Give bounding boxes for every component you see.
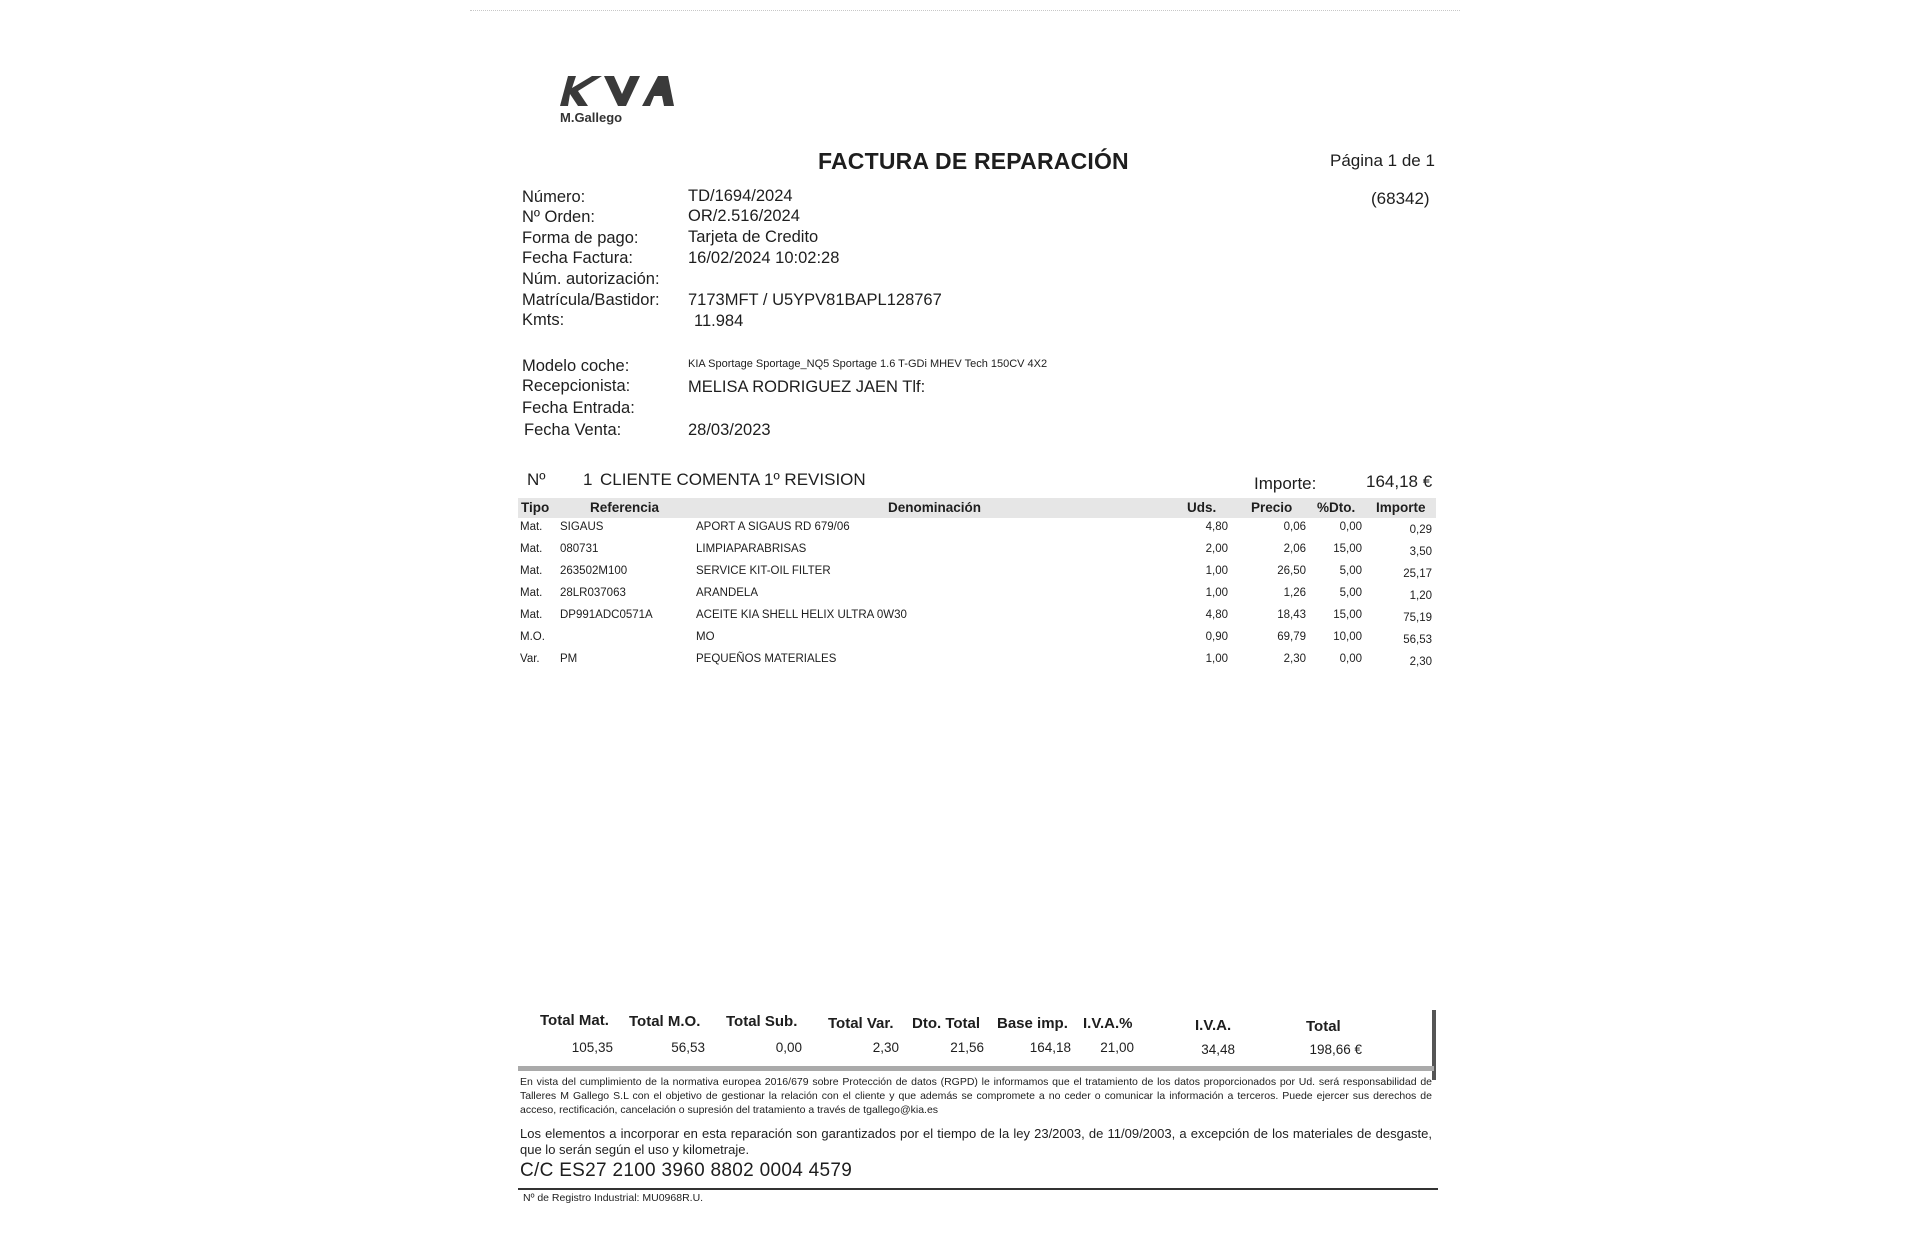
orden-label: Nº Orden: — [522, 208, 595, 226]
numero-label: Número: — [522, 188, 586, 206]
cell-dto: 5,00 — [1339, 587, 1362, 599]
total-value: 21,56 — [950, 1040, 984, 1055]
kmts-value: 11.984 — [694, 312, 744, 330]
cell-tipo: Mat. — [520, 587, 543, 599]
fecha-value: 16/02/2024 10:02:28 — [688, 249, 840, 267]
cell-uds: 1,00 — [1205, 565, 1228, 577]
cell-dto: 15,00 — [1333, 609, 1362, 621]
total-value: 0,00 — [775, 1040, 802, 1055]
cell-dto: 5,00 — [1339, 565, 1362, 577]
cell-tipo: Mat. — [520, 543, 543, 555]
total-label: I.V.A.% — [1083, 1015, 1133, 1032]
cell-importe: 2,30 — [1409, 656, 1432, 668]
kmts-label: Kmts: — [522, 311, 565, 329]
cell-uds: 1,00 — [1205, 587, 1228, 599]
client-code: (68342) — [1371, 189, 1430, 208]
cell-tipo: M.O. — [520, 631, 545, 643]
total-label: Total Var. — [828, 1015, 894, 1032]
cell-importe: 0,29 — [1409, 524, 1432, 536]
cell-referencia: 28LR037063 — [560, 587, 626, 599]
venta-value: 28/03/2023 — [688, 421, 771, 439]
cell-precio: 1,26 — [1283, 587, 1306, 599]
cell-precio: 0,06 — [1283, 521, 1306, 533]
total-label: I.V.A. — [1195, 1017, 1232, 1034]
cell-referencia: SIGAUS — [560, 521, 604, 533]
cell-tipo: Mat. — [520, 521, 543, 533]
cell-tipo: Var. — [520, 653, 540, 665]
total-value: 198,66 € — [1309, 1042, 1362, 1057]
cell-uds: 2,00 — [1205, 543, 1228, 555]
total-value: 56,53 — [671, 1040, 705, 1055]
cell-denominacion: LIMPIAPARABRISAS — [696, 543, 807, 555]
cell-precio: 2,06 — [1283, 543, 1306, 555]
total-value: 164,18 — [1029, 1040, 1071, 1055]
th-tipo: Tipo — [521, 500, 550, 515]
dealer-name: M.Gallego — [560, 110, 623, 125]
cell-uds: 4,80 — [1205, 609, 1228, 621]
th-denominacion: Denominación — [888, 500, 982, 515]
warranty-notice: Los elementos a incorporar en esta reparación son garantizados por el tiempo de la ley 23/2003, de 11/09/2003, a excepción de los materiales de desgaste, que lo serán según el uso y kilometraje. — [520, 1126, 1432, 1157]
line-importe-value: 164,18 € — [1366, 472, 1433, 491]
total-label: Base imp. — [997, 1015, 1068, 1032]
cell-dto: 10,00 — [1333, 631, 1362, 643]
total-label: Dto. Total — [912, 1015, 981, 1032]
cell-precio: 18,43 — [1277, 609, 1306, 621]
cell-denominacion: SERVICE KIT-OIL FILTER — [696, 565, 831, 577]
recepcionista-label: Recepcionista: — [522, 377, 631, 395]
total-value: 105,35 — [571, 1040, 613, 1055]
matricula-label: Matrícula/Bastidor: — [522, 291, 660, 309]
total-value: 21,00 — [1100, 1040, 1134, 1055]
cell-denominacion: ACEITE KIA SHELL HELIX ULTRA 0W30 — [696, 609, 907, 621]
cell-referencia: 263502M100 — [560, 565, 628, 577]
totals-rule — [518, 1066, 1434, 1071]
rgpd-notice: En vista del cumplimiento de la normativa europea 2016/679 sobre Protección de datos (RGPD) le informamos que el tratamiento de los datos proporcionados por Ud. será responsabilidad de Talleres M Gallego S.L con el objetivo de gestionar la relación con el cliente y que además se compromete a no ceder o comunicar la información a terceros. Puede ejercer sus derechos de acceso, rectificación, cancelación o supresión del tratamiento a través de tgallego@kia.es — [520, 1076, 1432, 1116]
cell-dto: 0,00 — [1339, 653, 1362, 665]
total-value: 2,30 — [872, 1040, 899, 1055]
line-number: 1 — [583, 470, 593, 489]
industrial-registry: Nº de Registro Industrial: MU0968R.U. — [523, 1192, 704, 1204]
th-dto: %Dto. — [1317, 500, 1356, 515]
total-label: Total — [1306, 1018, 1341, 1035]
th-referencia: Referencia — [590, 500, 660, 515]
bottom-rule — [518, 1188, 1438, 1190]
recepcionista-value: MELISA RODRIGUEZ JAEN Tlf: — [688, 378, 926, 396]
cell-tipo: Mat. — [520, 565, 543, 577]
total-label: Total M.O. — [629, 1013, 701, 1030]
cell-denominacion: APORT A SIGAUS RD 679/06 — [696, 521, 850, 533]
bank-account: C/C ES27 2100 3960 8802 0004 4579 — [520, 1160, 853, 1181]
cell-precio: 2,30 — [1283, 653, 1306, 665]
cell-uds: 1,00 — [1205, 653, 1228, 665]
cell-importe: 1,20 — [1409, 590, 1432, 602]
total-value: 34,48 — [1201, 1042, 1235, 1057]
cell-importe: 3,50 — [1409, 546, 1432, 558]
cell-uds: 4,80 — [1205, 521, 1228, 533]
th-uds: Uds. — [1187, 500, 1217, 515]
cell-precio: 69,79 — [1277, 631, 1306, 643]
cell-denominacion: PEQUEÑOS MATERIALES — [696, 653, 837, 665]
cell-referencia: DP991ADC0571A — [560, 609, 653, 621]
entrada-label: Fecha Entrada: — [522, 399, 635, 417]
document-title: FACTURA DE REPARACIÓN — [818, 148, 1129, 174]
venta-label: Fecha Venta: — [524, 421, 622, 439]
line-importe-label: Importe: — [1254, 474, 1317, 493]
cell-referencia: 080731 — [560, 543, 599, 555]
cell-tipo: Mat. — [520, 609, 543, 621]
cell-dto: 15,00 — [1333, 543, 1362, 555]
pago-value: Tarjeta de Credito — [688, 228, 819, 246]
cell-referencia: PM — [560, 653, 578, 665]
line-description: CLIENTE COMENTA 1º REVISION — [600, 470, 866, 489]
modelo-value: KIA Sportage Sportage_NQ5 Sportage 1.6 T-GDi MHEV Tech 150CV 4X2 — [688, 358, 1048, 370]
th-precio: Precio — [1251, 500, 1293, 515]
cell-importe: 75,19 — [1403, 612, 1432, 624]
cell-importe: 25,17 — [1403, 568, 1432, 580]
scan-edge-line — [470, 10, 1460, 11]
cell-denominacion: ARANDELA — [696, 587, 758, 599]
fecha-label: Fecha Factura: — [522, 249, 633, 267]
cell-uds: 0,90 — [1205, 631, 1228, 643]
orden-value: OR/2.516/2024 — [688, 207, 800, 225]
cell-importe: 56,53 — [1403, 634, 1432, 646]
numero-value: TD/1694/2024 — [688, 187, 793, 205]
matricula-value: 7173MFT / U5YPV81BAPL128767 — [688, 291, 942, 309]
modelo-label: Modelo coche: — [522, 357, 630, 375]
th-importe: Importe — [1376, 500, 1426, 515]
total-label: Total Sub. — [726, 1013, 798, 1030]
line-no-label: Nº — [527, 470, 546, 489]
kia-logo — [558, 72, 682, 113]
total-label: Total Mat. — [540, 1012, 609, 1029]
pago-label: Forma de pago: — [522, 229, 639, 247]
cell-precio: 26,50 — [1277, 565, 1306, 577]
cell-dto: 0,00 — [1339, 521, 1362, 533]
page-info: Página 1 de 1 — [1330, 151, 1435, 170]
autorizacion-label: Núm. autorización: — [522, 270, 660, 288]
cell-denominacion: MO — [696, 631, 715, 643]
